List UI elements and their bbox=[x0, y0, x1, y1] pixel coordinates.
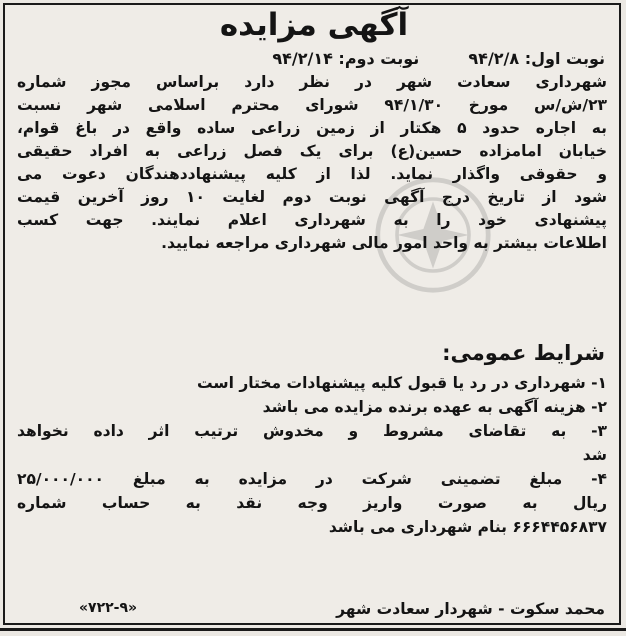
signature: محمد سکوت - شهردار سعادت شهر bbox=[336, 600, 605, 618]
signature-line bbox=[19, 600, 605, 618]
body-line: اطلاعات بیشتر به واحد امور مالی شهرداری مراجعه نمایید. bbox=[161, 234, 607, 252]
condition-item: ۶۶۶۴۴۵۶۸۳۷ بنام شهرداری می باشد bbox=[328, 518, 607, 536]
condition-item: ۲- هزینه آگهی به عهده برنده مزایده می باشد bbox=[262, 398, 607, 416]
conditions-heading: شرایط عمومی: bbox=[442, 341, 605, 365]
condition-item: ۳- به تقاضای مشروط و مخدوش ترتیب اثر داده نخواهد bbox=[17, 422, 607, 440]
body-line: شهرداری سعادت شهر در نظر دارد براساس مجوز شماره bbox=[17, 73, 607, 91]
body-line: خیابان امامزاده حسین(ع) برای یک فصل زراعی به افراد حقیقی bbox=[17, 142, 607, 160]
ad-frame bbox=[3, 3, 621, 625]
body-line: به اجاره حدود ۵ هکتار از زمین زراعی ساده واقع در باغ قوام، bbox=[17, 119, 608, 137]
conditions-list bbox=[17, 371, 607, 539]
bottom-divider bbox=[0, 628, 626, 631]
body-line: ۲۳/ش/س مورخ ۹۴/۱/۳۰ شورای محترم اسلامی شهر نسبت bbox=[17, 96, 607, 114]
body-line: پیشنهادی خود را به شهرداری اعلام نمایند. جهت کسب bbox=[17, 211, 607, 229]
publication-dates bbox=[35, 49, 605, 68]
condition-item: ۱- شهرداری در رد یا قبول کلیه پیشنهادات مختار است bbox=[196, 374, 607, 392]
ad-code: «۷۲۲-۹» bbox=[79, 600, 138, 616]
ad-body bbox=[17, 71, 607, 255]
body-line: و حقوقی واگذار نماید. لذا از کلیه پیشنهاددهندگان دعوت می bbox=[17, 165, 607, 183]
condition-item: ریال به صورت واریز وجه نقد به حساب شماره bbox=[17, 494, 607, 512]
first-turn-date: نوبت اول: ۹۴/۲/۸ bbox=[468, 49, 605, 68]
condition-item: ۴- مبلغ تضمینی شرکت در مزایده به مبلغ ۲۵/۰۰۰/۰۰۰ bbox=[17, 470, 607, 488]
ad-title: آگهی مزایده bbox=[219, 7, 409, 43]
second-turn-date: نوبت دوم: ۹۴/۲/۱۴ bbox=[272, 49, 420, 68]
body-line: شود از تاریخ درج آگهی نوبت دوم لغایت ۱۰ روز آخرین قیمت bbox=[17, 188, 607, 206]
condition-item: شد bbox=[582, 446, 607, 464]
